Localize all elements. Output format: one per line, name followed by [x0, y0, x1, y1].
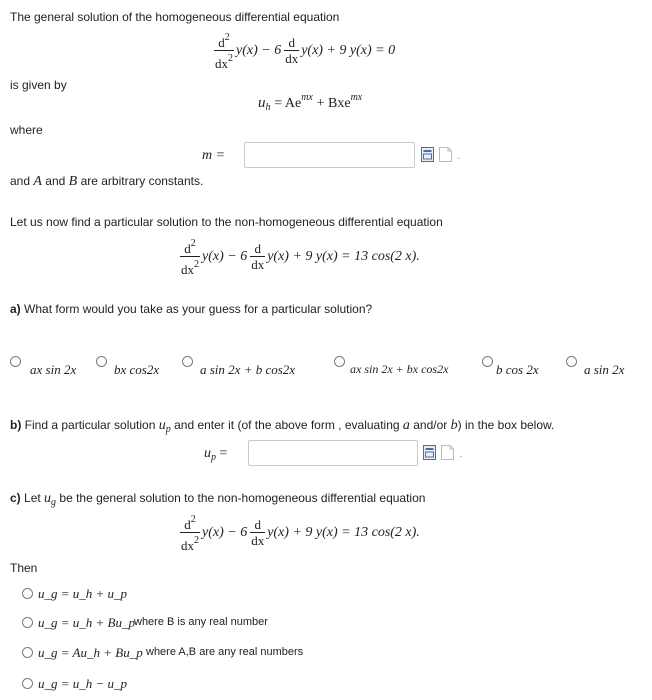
first-derivative-fraction: $\frac{d}{dx}$: [285, 35, 299, 66]
radio-button[interactable]: [182, 356, 193, 367]
option-label: a sin 2x: [584, 362, 625, 377]
option-math: u_g = u_h + u_p: [38, 586, 128, 601]
radio-button[interactable]: [566, 356, 577, 367]
homogeneous-solution-equation: $u_h = Ae^{mx} + Bxe^{mx}$: [258, 92, 363, 113]
option-note: where A,B are any real numbers: [146, 646, 304, 658]
part-a-options: [10, 356, 642, 380]
help-document-icon[interactable]: [439, 147, 452, 162]
m-label: m =: [202, 148, 226, 163]
option-math: u_g = u_h − u_p: [38, 676, 128, 691]
intro-text: The general solution of the homogeneous differential equation: [10, 10, 340, 24]
radio-button[interactable]: [482, 356, 493, 367]
part-b-question: b) Find a particular solution $u_p$ and enter it (of the above form , evaluating a and/or b) in the box below.: [10, 418, 555, 435]
homog-eq-part1: y(x) − 6: [236, 42, 282, 58]
radio-button[interactable]: [22, 588, 33, 599]
nonhomog-eq-part1: y(x) − 6: [202, 248, 248, 264]
m-input[interactable]: [244, 142, 415, 168]
homogeneous-equation: [214, 30, 395, 71]
part-c-question: c) Let $u_g$ be the general solution to the non-homogeneous differential equation: [10, 491, 426, 508]
second-derivative-fraction: $\frac{d^2}{dx^2}$: [181, 514, 199, 553]
first-derivative-fraction: $\frac{d}{dx}$: [251, 517, 265, 548]
radio-button[interactable]: [96, 356, 107, 367]
option-label: b cos 2x: [496, 362, 539, 377]
option-math: u_g = u_h + Bu_p: [38, 615, 135, 630]
second-derivative-fraction: $\frac{d^2}{dx^2}$: [215, 32, 233, 71]
given-by-text: is given by: [10, 78, 67, 92]
option-note: where B is any real number: [134, 616, 268, 628]
up-input[interactable]: [248, 440, 418, 466]
nonhomog-eq-part2: y(x) + 9 y(x) = 13 cos(2 x).: [267, 524, 420, 540]
nonhomogeneous-equation-1: [180, 236, 420, 277]
nonhomog-eq-part1: y(x) − 6: [202, 524, 248, 540]
radio-button[interactable]: [22, 678, 33, 689]
then-text: Then: [10, 561, 38, 575]
radio-button[interactable]: [22, 617, 33, 628]
option-label: a sin 2x + b cos2x: [200, 362, 296, 377]
first-derivative-fraction: $\frac{d}{dx}$: [251, 241, 265, 272]
homog-eq-part2: y(x) + 9 y(x) = 0: [301, 42, 396, 58]
formula-editor-icon[interactable]: [423, 445, 436, 460]
radio-button[interactable]: [10, 356, 21, 367]
nonhomog-eq-part2: y(x) + 9 y(x) = 13 cos(2 x).: [267, 248, 420, 264]
radio-button[interactable]: [22, 647, 33, 658]
nonhomogeneous-equation-2: [180, 512, 420, 553]
dot-separator: .: [457, 148, 461, 162]
dot-separator: .: [459, 446, 463, 460]
arbitrary-constants-text: and A and B are arbitrary constants.: [10, 174, 204, 189]
option-label: bx cos2x: [114, 362, 160, 377]
option-label: ax sin 2x: [30, 362, 77, 377]
option-label: ax sin 2x + bx cos2x: [350, 362, 449, 376]
formula-editor-icon[interactable]: [421, 147, 434, 162]
where-text: where: [10, 123, 43, 137]
option-math: u_g = Au_h + Bu_p: [38, 645, 143, 660]
help-document-icon[interactable]: [441, 445, 454, 460]
second-derivative-fraction: $\frac{d^2}{dx^2}$: [181, 238, 199, 277]
up-label: $u_p$ =: [204, 446, 228, 463]
part-a-question: a) What form would you take as your guess for a particular solution?: [10, 302, 373, 316]
particular-intro-text: Let us now find a particular solution to the non-homogeneous differential equation: [10, 215, 443, 229]
radio-button[interactable]: [334, 356, 345, 367]
